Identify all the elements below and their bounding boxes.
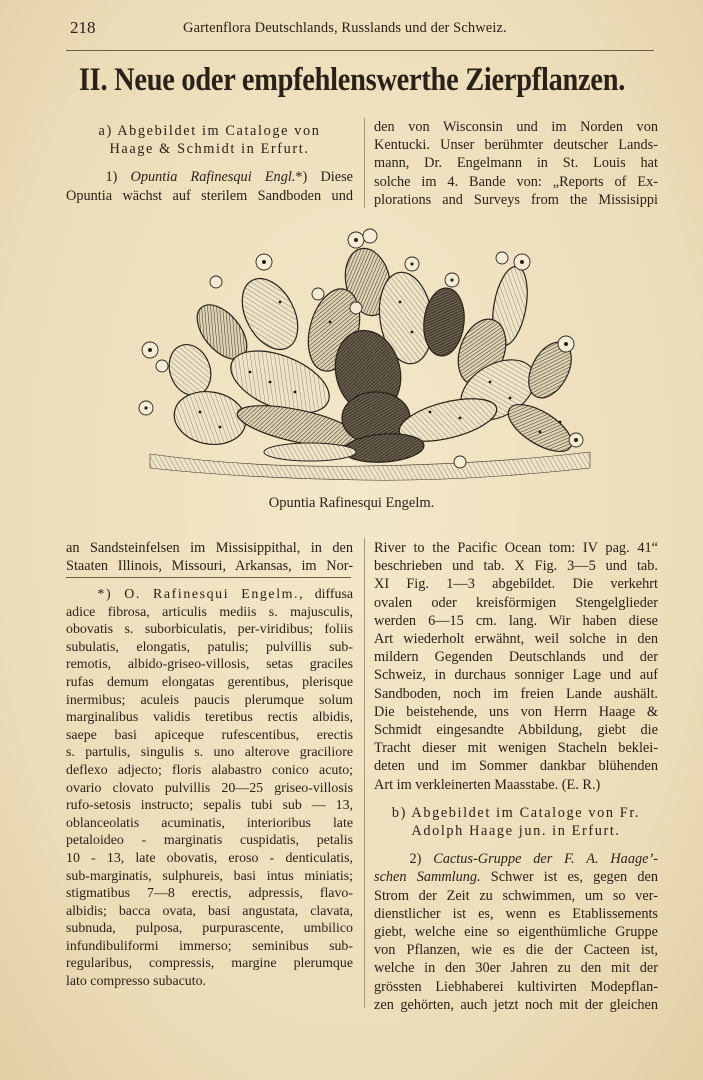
footnote-line: infundibuliformi immerso; seminibus sub- bbox=[66, 938, 353, 954]
right-bottom-line: deten und im Sommer dankbar blühenden bbox=[374, 758, 658, 775]
right-top-line: mann, Dr. Engelmann in St. Louis hat bbox=[374, 155, 658, 172]
footnote-line: diffusa bbox=[314, 587, 354, 602]
right-bottom-line: Tracht dieser mit wenigen Stacheln beklei- bbox=[374, 740, 658, 757]
column-divider-bottom bbox=[364, 538, 365, 1008]
page-header bbox=[0, 18, 703, 42]
right-bottom-line: Art im verkleinerten Maasstabe. (E. R.) bbox=[374, 776, 601, 793]
footnote-line: rufas demum elongatas gerentibus, plerisque bbox=[66, 674, 353, 690]
item2-line: zen gehörten, auch jetzt noch mit der gleichen bbox=[374, 996, 658, 1013]
item2-first-line bbox=[374, 850, 658, 868]
item2-line: giebt, welche eine so eigenthümliche Gruppe bbox=[374, 924, 658, 941]
right-top-line: Kentucki. Unser berühmter deutscher Lands- bbox=[374, 137, 658, 154]
right-bottom-line: Die beistehende, uns von Herrn Haage & bbox=[374, 703, 658, 720]
subhead-b-line1: b) Abgebildet im Cataloge von Fr. bbox=[391, 804, 641, 821]
footnote-line: ovario clovato pulvillis 20—25 griseo-villosis bbox=[66, 780, 353, 796]
footnote-line: subulatis, elongatis, patulis; pulvillis sub- bbox=[66, 639, 353, 655]
footnote-rule bbox=[66, 577, 351, 578]
subhead-a-line2: Haage & Schmidt in Erfurt. bbox=[109, 141, 310, 158]
left-mid-line: Staaten Illinois, Missouri, Arkansas, im Nor- bbox=[66, 558, 353, 575]
spacer bbox=[374, 840, 658, 850]
footnote-line: saepe basi apiceque rufescentibus, erectis bbox=[66, 727, 353, 743]
right-bottom-line: XI Fig. 1—3 abgebildet. Die verkehrt bbox=[374, 576, 658, 593]
item2-line: von Pflanzen, wie es die der Cacteen ist, bbox=[374, 942, 658, 959]
item2-title: Cactus-Gruppe der F. A. Haage’- bbox=[433, 851, 658, 868]
header-rule bbox=[66, 50, 654, 51]
column-divider-top bbox=[364, 118, 365, 208]
item2-line: welche in den 30er Jahren zu den mit der bbox=[374, 960, 658, 977]
footnote-line: subnuda, pulposa, purpurascente, umbilico bbox=[66, 921, 353, 937]
footnote-block bbox=[66, 586, 353, 991]
item2-line: Strom der Zeit zu schwimmen, um so ver- bbox=[374, 887, 658, 904]
footnote-line: remotis, albido-griseo-villosis, setas graciles bbox=[66, 657, 353, 673]
right-column-bottom bbox=[374, 539, 658, 1014]
item2-number: 2) bbox=[409, 851, 422, 868]
right-bottom-line: werden 6—15 cm. lang. Wir haben diese bbox=[374, 612, 658, 629]
footnote-lead: *) O. Rafinesqui Engelm., bbox=[97, 587, 305, 602]
item2-second-line bbox=[374, 868, 658, 886]
footnote-line: adice fibrosa, articulis mediis s. majusculis, bbox=[66, 604, 353, 620]
right-top-line: plorations and Surveys from the Missisippi bbox=[374, 191, 658, 208]
footnote-line: lato compresso subacuto. bbox=[66, 974, 207, 990]
figure-caption: Opuntia Rafinesqui Engelm. bbox=[268, 495, 435, 511]
item2-line1-rest: Schwer ist es, gegen den bbox=[490, 869, 658, 886]
footnote-line: regularibus, compressis, margine plerumque bbox=[66, 956, 353, 972]
item1-species-name: Opuntia Rafinesqui Engl. bbox=[130, 169, 296, 186]
right-bottom-line: Schweiz, in durchaus sonniger Lage und auf bbox=[374, 667, 658, 684]
section-title: II. Neue oder empfehlenswerthe Zierpflanzen. bbox=[78, 62, 626, 98]
running-title: Gartenflora Deutschlands, Russlands und der Schweiz. bbox=[183, 20, 507, 36]
right-bottom-line: Schmidt eingesandte Abbildung, giebt die bbox=[374, 722, 658, 739]
footnote-line: oblanceolatis acuminatis, interioribus late bbox=[66, 815, 353, 831]
item2-title-cont: schen Sammlung. bbox=[374, 869, 481, 886]
right-bottom-line: Sandboden, noch im freien Lande aushält. bbox=[374, 685, 658, 702]
footnote-line: stigmatibus 7—8 erectis, adpressis, flavo- bbox=[66, 886, 353, 902]
footnote-line: obovatis s. suborbiculatis, per-viridibus; foliis bbox=[66, 622, 353, 638]
spacer bbox=[374, 794, 658, 804]
footnote-line: petaloideo - marginatis cuspidatis, petalis bbox=[66, 833, 353, 849]
left-column-top bbox=[66, 122, 353, 205]
footnote-line: s. partulis, singulis s. uno alterove graciliore bbox=[66, 745, 353, 761]
left-column-middle bbox=[66, 539, 353, 575]
right-bottom-line: ovalen oder kreisförmigen Stengelglieder bbox=[374, 594, 658, 611]
footnote-line: 10 - 13, late obovatis, eroso - denticulatis, bbox=[66, 850, 353, 866]
footnote-first-line bbox=[66, 586, 353, 604]
item1-line2: Opuntia wächst auf sterilem Sandboden und bbox=[66, 187, 353, 204]
left-mid-line: an Sandsteinfelsen im Missisippithal, in den bbox=[66, 540, 353, 556]
footnote-line: inermibus; aculeis paucis plerumque solum bbox=[66, 692, 353, 708]
footnote-line: rufo-setosis instructo; sepalis tubi sub — 13, bbox=[66, 798, 353, 814]
right-bottom-line: River to the Pacific Ocean tom: IV pag. 41“ bbox=[374, 540, 658, 556]
footnote-line: deflexo adjecto; floris alabastro conico acuto; bbox=[66, 762, 353, 778]
page-number: 218 bbox=[70, 18, 96, 37]
footnote-line: marginalibus validis teretibus rectis albidis, bbox=[66, 710, 353, 726]
right-top-line: solche im 4. Bande von: „Reports of Ex- bbox=[374, 173, 658, 190]
right-column-top bbox=[374, 118, 658, 209]
item2-line: grössten Liebhaberei kultivirten Modepflan- bbox=[374, 978, 658, 995]
right-top-line: den von Wisconsin und im Norden von bbox=[374, 119, 658, 135]
item1-first-line bbox=[66, 168, 353, 186]
opuntia-engraving bbox=[130, 222, 600, 492]
subhead-b-line2: Adolph Haage jun. in Erfurt. bbox=[411, 823, 621, 840]
footnote-line: sub-marginatis, sulphureis, basi intus miniatis; bbox=[66, 868, 353, 884]
right-bottom-line: mildern Gegenden Deutschlands und der bbox=[374, 649, 658, 666]
item2-line: dienstlicher ist es, wenn es Etablissements bbox=[374, 905, 658, 922]
subhead-a-line1: a) Abgebildet im Cataloge von bbox=[98, 123, 321, 139]
item1-number: 1) bbox=[105, 169, 118, 186]
item1-line1-rest: *) Diese bbox=[295, 169, 353, 186]
right-bottom-line: beschrieben und tab. X Fig. 3—5 und tab. bbox=[374, 558, 658, 575]
footnote-line: albidis; bacca ovata, basi angustata, clavata, bbox=[66, 903, 353, 919]
spacer bbox=[66, 158, 353, 168]
right-bottom-line: Art wiederholt erwähnt, weil solche in den bbox=[374, 631, 658, 648]
